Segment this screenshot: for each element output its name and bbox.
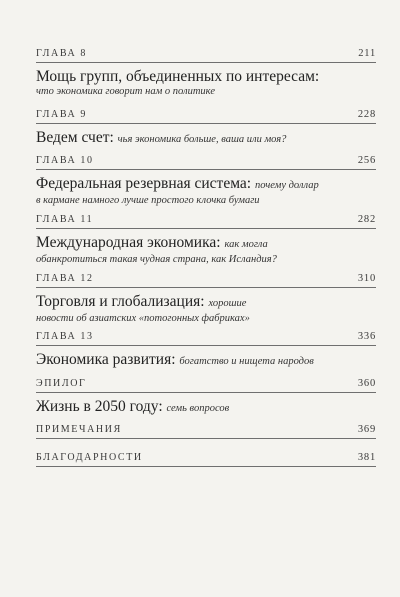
toc-entry-header [36,424,376,439]
page-number: 282 [357,214,376,225]
toc-entry-notes [36,424,376,439]
toc-entry-chapter-9 [36,109,376,147]
chapter-subtitle-continued: в кармане намного лучше простого клочка бумаги [36,195,260,206]
chapter-title-line [36,294,376,326]
chapter-title: Международная экономика: [36,234,221,251]
chapter-subtitle: хорошие [208,298,247,309]
toc-entry-chapter-10 [36,155,376,208]
toc-entry-epilogue [36,378,376,416]
chapter-subtitle: почему доллар [254,180,319,191]
page-number: 228 [357,109,376,120]
chapter-subtitle: богатство и нищета народов [179,356,314,367]
chapter-title: Экономика развития: [36,351,176,368]
page-number: 369 [357,424,376,435]
chapter-label: ГЛАВА 12 [36,273,94,284]
chapter-subtitle-continued: обанкротиться такая чудная страна, как Исландия? [36,254,277,265]
toc-entry-header [36,48,376,63]
toc-entry-header [36,378,376,393]
page-number: 310 [357,273,376,284]
chapter-title: Ведем счет: [36,129,114,146]
chapter-subtitle-continued: новости об азиатских «потогонных фабриках» [36,313,250,324]
chapter-title-line [36,69,376,99]
chapter-subtitle: чья экономика больше, ваша или моя? [117,134,287,145]
chapter-label: ГЛАВА 13 [36,331,94,342]
page-number: 256 [357,155,376,166]
chapter-title: Жизнь в 2050 году: [36,398,163,415]
toc-entry-header [36,109,376,124]
toc-entry-header [36,155,376,170]
chapter-label: ГЛАВА 11 [36,214,94,225]
page-number: 381 [357,452,376,463]
chapter-title: Торговля и глобализация: [36,293,205,310]
toc-entry-chapter-12 [36,273,376,326]
page-number: 211 [358,48,376,59]
chapter-label: БЛАГОДАРНОСТИ [36,452,143,463]
toc-entry-header [36,331,376,346]
chapter-label: ГЛАВА 10 [36,155,94,166]
toc-entry-chapter-8 [36,48,376,99]
chapter-title-line [36,399,376,416]
chapter-title-line [36,176,376,208]
chapter-subtitle: что экономика говорит нам о политике [36,86,215,97]
chapter-label: ГЛАВА 9 [36,109,87,120]
chapter-title: Федеральная резервная система: [36,175,252,192]
chapter-label: ПРИМЕЧАНИЯ [36,424,122,435]
toc-entry-header [36,273,376,288]
toc-entry-chapter-13 [36,331,376,369]
chapter-title-line [36,130,376,147]
toc-entry-acknowledgements [36,452,376,467]
page-number: 336 [357,331,376,342]
chapter-subtitle: семь вопросов [166,403,230,414]
page-number: 360 [357,378,376,389]
chapter-title-line [36,235,376,267]
toc-entry-header [36,214,376,229]
chapter-title-line [36,352,376,369]
chapter-label: ЭПИЛОГ [36,378,87,389]
toc-entry-header [36,452,376,467]
chapter-title: Мощь групп, объединенных по интересам: [36,68,320,85]
chapter-label: ГЛАВА 8 [36,48,87,59]
toc-entry-chapter-11 [36,214,376,267]
chapter-subtitle: как могла [224,239,268,250]
